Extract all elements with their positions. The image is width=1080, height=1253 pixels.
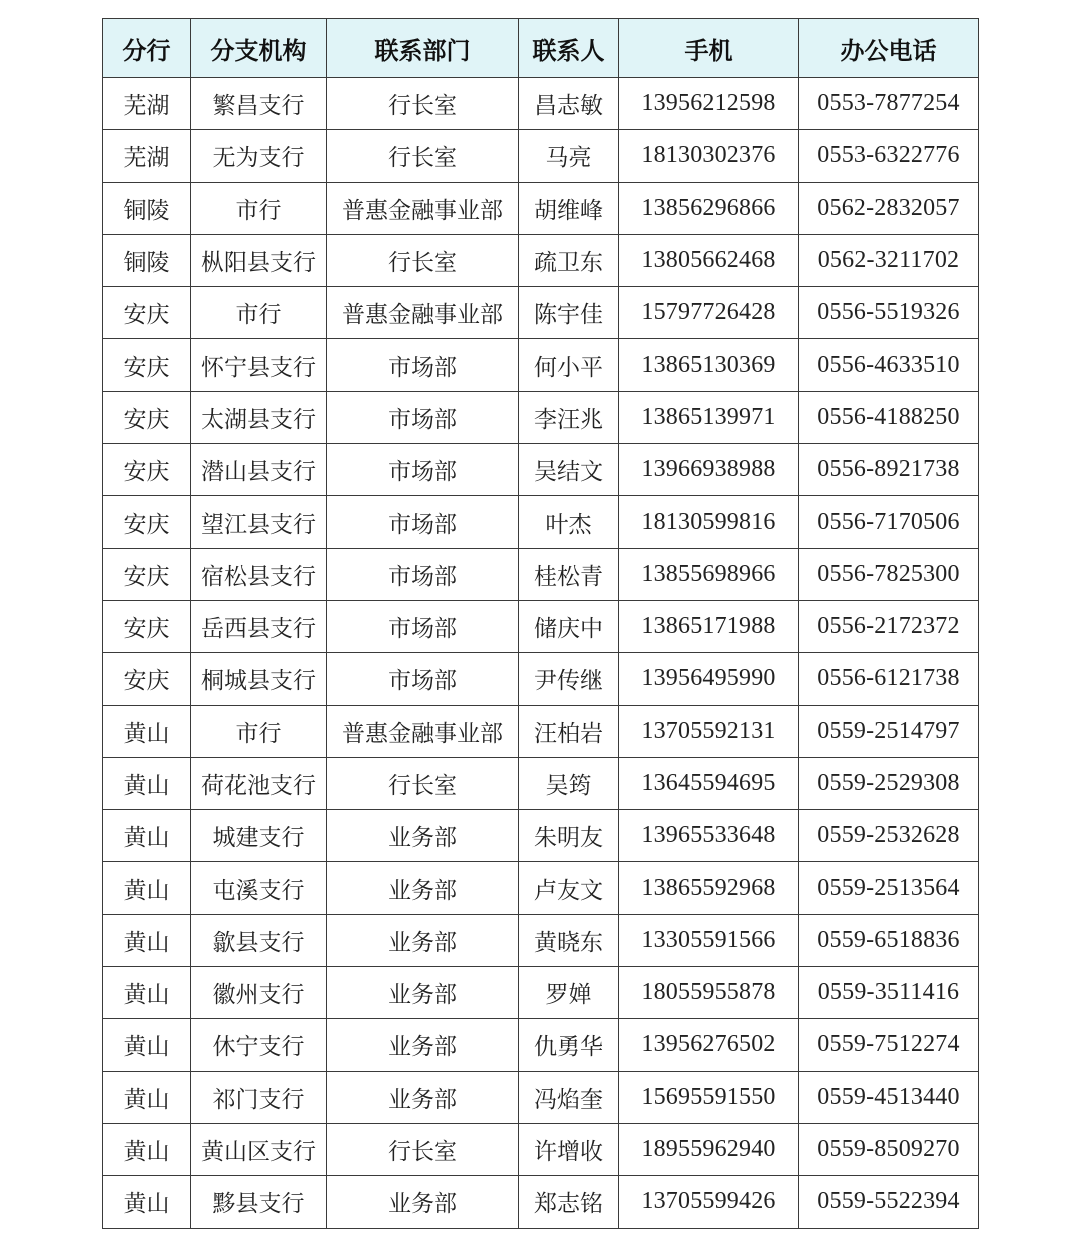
sub-branch-cell: 黟县支行 [191,1176,327,1228]
mobile-cell: 13865592968 [619,862,799,914]
table-row [103,78,979,130]
department-cell: 市场部 [327,548,519,600]
sub-branch-cell: 屯溪支行 [191,862,327,914]
mobile-cell: 18130599816 [619,496,799,548]
department-cell: 普惠金融事业部 [327,287,519,339]
sub-branch-cell: 宿松县支行 [191,548,327,600]
office-phone-cell: 0562-2832057 [799,182,979,234]
contact-cell: 冯焰奎 [519,1071,619,1123]
sub-branch-cell: 枞阳县支行 [191,234,327,286]
department-cell: 普惠金融事业部 [327,705,519,757]
sub-branch-cell: 怀宁县支行 [191,339,327,391]
table-row [103,1123,979,1175]
branch-cell: 安庆 [103,391,191,443]
table-row [103,130,979,182]
header-office-phone: 办公电话 [799,19,979,78]
mobile-cell: 13865139971 [619,391,799,443]
department-cell: 市场部 [327,444,519,496]
mobile-cell: 13705599426 [619,1176,799,1228]
table-row [103,757,979,809]
department-cell: 行长室 [327,1123,519,1175]
office-phone-cell: 0559-2529308 [799,757,979,809]
table-row [103,705,979,757]
branch-cell: 安庆 [103,496,191,548]
branch-cell: 铜陵 [103,234,191,286]
office-phone-cell: 0553-6322776 [799,130,979,182]
sub-branch-cell: 繁昌支行 [191,78,327,130]
mobile-cell: 13865171988 [619,600,799,652]
contact-cell: 吴筠 [519,757,619,809]
office-phone-cell: 0559-5522394 [799,1176,979,1228]
table-row [103,548,979,600]
table-row [103,287,979,339]
branch-cell: 安庆 [103,548,191,600]
mobile-cell: 13956276502 [619,1019,799,1071]
table-row [103,391,979,443]
department-cell: 市场部 [327,600,519,652]
sub-branch-cell: 黄山区支行 [191,1123,327,1175]
contact-cell: 尹传继 [519,653,619,705]
table-row [103,1019,979,1071]
branch-cell: 黄山 [103,1123,191,1175]
department-cell: 业务部 [327,1071,519,1123]
table-row [103,182,979,234]
table-row [103,967,979,1019]
branch-cell: 安庆 [103,600,191,652]
branch-cell: 黄山 [103,967,191,1019]
branch-cell: 铜陵 [103,182,191,234]
mobile-cell: 13865130369 [619,339,799,391]
office-phone-cell: 0556-2172372 [799,600,979,652]
office-phone-cell: 0559-3511416 [799,967,979,1019]
sub-branch-cell: 望江县支行 [191,496,327,548]
branch-cell: 黄山 [103,914,191,966]
sub-branch-cell: 市行 [191,705,327,757]
sub-branch-cell: 岳西县支行 [191,600,327,652]
mobile-cell: 13956212598 [619,78,799,130]
header-branch: 分行 [103,19,191,78]
department-cell: 行长室 [327,78,519,130]
office-phone-cell: 0556-7170506 [799,496,979,548]
office-phone-cell: 0556-7825300 [799,548,979,600]
contact-cell: 罗婵 [519,967,619,1019]
office-phone-cell: 0559-7512274 [799,1019,979,1071]
contact-cell: 疏卫东 [519,234,619,286]
table-row [103,810,979,862]
contact-cell: 李汪兆 [519,391,619,443]
table-row [103,653,979,705]
mobile-cell: 13966938988 [619,444,799,496]
department-cell: 市场部 [327,496,519,548]
contact-cell: 朱明友 [519,810,619,862]
contact-cell: 昌志敏 [519,78,619,130]
contact-table-container [102,18,978,1229]
branch-cell: 安庆 [103,444,191,496]
table-row [103,914,979,966]
contact-cell: 郑志铭 [519,1176,619,1228]
mobile-cell: 18055955878 [619,967,799,1019]
contact-cell: 仇勇华 [519,1019,619,1071]
contact-cell: 许增收 [519,1123,619,1175]
department-cell: 行长室 [327,757,519,809]
mobile-cell: 18955962940 [619,1123,799,1175]
mobile-cell: 13645594695 [619,757,799,809]
office-phone-cell: 0559-4513440 [799,1071,979,1123]
table-row [103,496,979,548]
department-cell: 行长室 [327,234,519,286]
office-phone-cell: 0559-6518836 [799,914,979,966]
contact-cell: 储庆中 [519,600,619,652]
office-phone-cell: 0562-3211702 [799,234,979,286]
branch-cell: 黄山 [103,757,191,809]
sub-branch-cell: 桐城县支行 [191,653,327,705]
office-phone-cell: 0556-4633510 [799,339,979,391]
mobile-cell: 13305591566 [619,914,799,966]
branch-cell: 黄山 [103,705,191,757]
table-row [103,1071,979,1123]
contact-cell: 吴结文 [519,444,619,496]
department-cell: 市场部 [327,653,519,705]
branch-cell: 黄山 [103,862,191,914]
table-row [103,1176,979,1228]
mobile-cell: 13965533648 [619,810,799,862]
contact-table [102,18,979,1229]
header-contact: 联系人 [519,19,619,78]
contact-cell: 马亮 [519,130,619,182]
office-phone-cell: 0553-7877254 [799,78,979,130]
table-header [103,19,979,78]
branch-cell: 安庆 [103,287,191,339]
branch-cell: 芜湖 [103,78,191,130]
table-row [103,862,979,914]
mobile-cell: 13805662468 [619,234,799,286]
contact-cell: 何小平 [519,339,619,391]
mobile-cell: 13855698966 [619,548,799,600]
department-cell: 业务部 [327,1019,519,1071]
contact-cell: 卢友文 [519,862,619,914]
department-cell: 普惠金融事业部 [327,182,519,234]
branch-cell: 安庆 [103,339,191,391]
sub-branch-cell: 休宁支行 [191,1019,327,1071]
sub-branch-cell: 市行 [191,182,327,234]
mobile-cell: 13856296866 [619,182,799,234]
sub-branch-cell: 荷花池支行 [191,757,327,809]
contact-cell: 黄晓东 [519,914,619,966]
office-phone-cell: 0556-4188250 [799,391,979,443]
contact-cell: 汪柏岩 [519,705,619,757]
contact-cell: 叶杰 [519,496,619,548]
sub-branch-cell: 徽州支行 [191,967,327,1019]
sub-branch-cell: 潜山县支行 [191,444,327,496]
branch-cell: 黄山 [103,1176,191,1228]
header-department: 联系部门 [327,19,519,78]
branch-cell: 安庆 [103,653,191,705]
department-cell: 市场部 [327,391,519,443]
branch-cell: 黄山 [103,1019,191,1071]
header-sub-branch: 分支机构 [191,19,327,78]
office-phone-cell: 0556-6121738 [799,653,979,705]
branch-cell: 黄山 [103,810,191,862]
header-row [103,19,979,78]
header-mobile: 手机 [619,19,799,78]
department-cell: 市场部 [327,339,519,391]
sub-branch-cell: 太湖县支行 [191,391,327,443]
office-phone-cell: 0559-2514797 [799,705,979,757]
office-phone-cell: 0556-8921738 [799,444,979,496]
department-cell: 业务部 [327,914,519,966]
department-cell: 业务部 [327,1176,519,1228]
department-cell: 业务部 [327,967,519,1019]
office-phone-cell: 0559-8509270 [799,1123,979,1175]
sub-branch-cell: 祁门支行 [191,1071,327,1123]
table-row [103,234,979,286]
mobile-cell: 13705592131 [619,705,799,757]
table-row [103,600,979,652]
branch-cell: 芜湖 [103,130,191,182]
department-cell: 业务部 [327,862,519,914]
contact-cell: 胡维峰 [519,182,619,234]
office-phone-cell: 0559-2532628 [799,810,979,862]
mobile-cell: 18130302376 [619,130,799,182]
mobile-cell: 15695591550 [619,1071,799,1123]
sub-branch-cell: 无为支行 [191,130,327,182]
mobile-cell: 13956495990 [619,653,799,705]
table-row [103,339,979,391]
sub-branch-cell: 市行 [191,287,327,339]
department-cell: 业务部 [327,810,519,862]
table-body [103,78,979,1229]
office-phone-cell: 0559-2513564 [799,862,979,914]
sub-branch-cell: 城建支行 [191,810,327,862]
table-row [103,444,979,496]
sub-branch-cell: 歙县支行 [191,914,327,966]
mobile-cell: 15797726428 [619,287,799,339]
contact-cell: 桂松青 [519,548,619,600]
office-phone-cell: 0556-5519326 [799,287,979,339]
contact-cell: 陈宇佳 [519,287,619,339]
department-cell: 行长室 [327,130,519,182]
branch-cell: 黄山 [103,1071,191,1123]
